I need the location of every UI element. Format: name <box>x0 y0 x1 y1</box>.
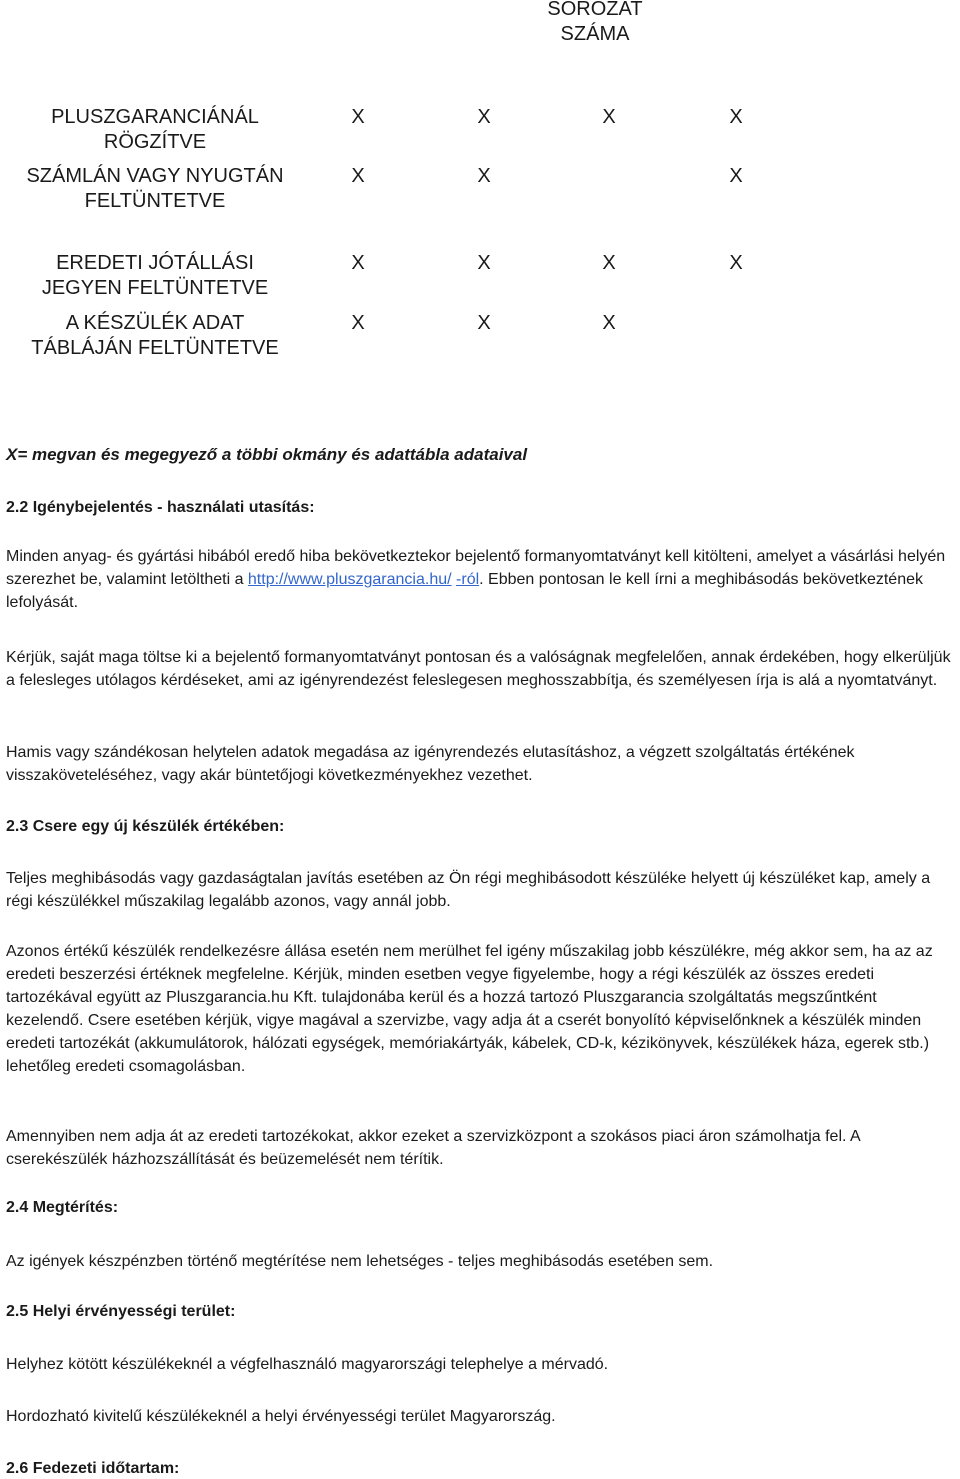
paragraph: Hamis vagy szándékosan helytelen adatok megadása az igényrendezés elutasításhoz, a végzett szolgáltatás értékének visszaköveteléséhez, vagy akár büntetőjogi következményekhez vezethet. <box>6 744 855 784</box>
section-heading-2-5: 2.5 Helyi érvényességi terület: <box>6 1303 236 1320</box>
column-header-line: SZÁMA <box>560 23 630 45</box>
check-mark: X <box>477 165 491 187</box>
row-label-line: JEGYEN FELTÜNTETVE <box>41 277 269 299</box>
table-row-label <box>0 105 310 155</box>
row-label-line: EREDETI JÓTÁLLÁSI <box>56 252 254 274</box>
paragraph: Teljes meghibásodás vagy gazdaságtalan javítás esetében az Ön régi meghibásodott készüléke helyett új készüléket kap, amely a régi készülékkel műszakilag legalább azonos, vagy annál jobb. <box>6 870 931 910</box>
column-header-line: SOROZAT <box>547 0 643 20</box>
paragraph <box>6 545 954 614</box>
check-mark: X <box>477 252 491 274</box>
section-heading-2-6: 2.6 Fedezeti időtartam: <box>6 1460 180 1477</box>
paragraph: Hordozható kivitelű készülékeknél a helyi érvényességi terület Magyarország. <box>6 1408 556 1425</box>
check-mark: X <box>729 106 743 128</box>
table-row-label <box>0 311 310 361</box>
check-mark: X <box>602 106 616 128</box>
check-mark: X <box>351 165 365 187</box>
check-mark: X <box>351 252 365 274</box>
paragraph: Azonos értékű készülék rendelkezésre állása esetén nem merülhet fel igény műszakilag jobb készülékre, még akkor sem, ha az az eredeti beszerzési értéknek megfelelne. Kérjük, minden esetben vegye figyelembe, hogy a régi készülék az összes eredeti tartozékával együtt az Pluszgarancia.hu Kft. tulajdonába kerül és a hozzá tartozó Pluszgarancia szolgáltatás megszűntként kezelendő. Csere esetében kérjük, vigye magával a szervizbe, vagy adja át a cserét bonyolító képviselőnknek a készülék minden eredeti tartozékát (akkumulátorok, hálózati egységek, memóriakártyák, kábelek, CD-k, kézikönyvek, készülékek háza, egerek stb.) lehetőleg eredeti csomagolásban. <box>6 943 933 1075</box>
check-mark: X <box>729 252 743 274</box>
section-heading-2-3: 2.3 Csere egy új készülék értékében: <box>6 818 285 835</box>
check-mark: X <box>351 312 365 334</box>
row-label-line: PLUSZGARANCIÁNÁL <box>51 106 259 128</box>
section-heading-2-2: 2.2 Igénybejelentés - használati utasítás: <box>6 499 315 516</box>
row-label-line: TÁBLÁJÁN FELTÜNTETVE <box>31 337 279 359</box>
paragraph: Helyhez kötött készülékeknél a végfelhasználó magyarországi telephelye a mérvadó. <box>6 1356 609 1373</box>
section-heading-2-4: 2.4 Megtérítés: <box>6 1199 119 1216</box>
table-legend: X= megvan és megegyező a többi okmány és adattábla adataival <box>6 445 528 464</box>
check-mark: X <box>477 312 491 334</box>
paragraph: Kérjük, saját maga töltse ki a bejelentő formanyomtatványt pontosan és a valóságnak megfelelően, annak érdekében, hogy elkerüljük a felesleges utólagos kérdéseket, ami az igényrendezést feleslegesen meghosszabbítja, és személyesen írja is alá a nyomtatványt. <box>6 649 951 689</box>
rol-link[interactable]: -ról <box>456 571 480 588</box>
row-label-line: FELTÜNTETVE <box>84 190 226 212</box>
table-row-label <box>0 251 310 301</box>
paragraph: Amennyiben nem adja át az eredeti tartozékokat, akkor ezeket a szervizközpont a szokásos piaci áron számolhatja fel. A cserekészülék házhozszállítását és beüzemelését nem térítik. <box>6 1128 860 1168</box>
row-label-line: RÖGZÍTVE <box>103 131 207 153</box>
pluszgarancia-link[interactable]: http://www.pluszgarancia.hu/ <box>247 571 452 588</box>
check-mark: X <box>477 106 491 128</box>
check-mark: X <box>602 312 616 334</box>
row-label-line: A KÉSZÜLÉK ADAT <box>65 312 245 334</box>
column-header <box>540 0 650 47</box>
check-mark: X <box>602 252 616 274</box>
table-row-label <box>0 164 310 214</box>
paragraph-text: . Ebben pontosan le kell írni a meghibásodás bekövetkeztének lefolyását. <box>6 571 923 611</box>
check-mark: X <box>351 106 365 128</box>
paragraph: Az igények készpénzben történő megtérítése nem lehetséges - teljes meghibásodás esetében sem. <box>6 1253 714 1270</box>
row-label-line: SZÁMLÁN VAGY NYUGTÁN <box>26 165 284 187</box>
paragraph-text: Minden anyag- és gyártási hibából eredő hiba bekövetkeztekor bejelentő formanyomtatványt kell kitölteni, amelyet a vásárlási helyén szerezhet be, valamint letöltheti a <box>6 548 946 588</box>
check-mark: X <box>729 165 743 187</box>
